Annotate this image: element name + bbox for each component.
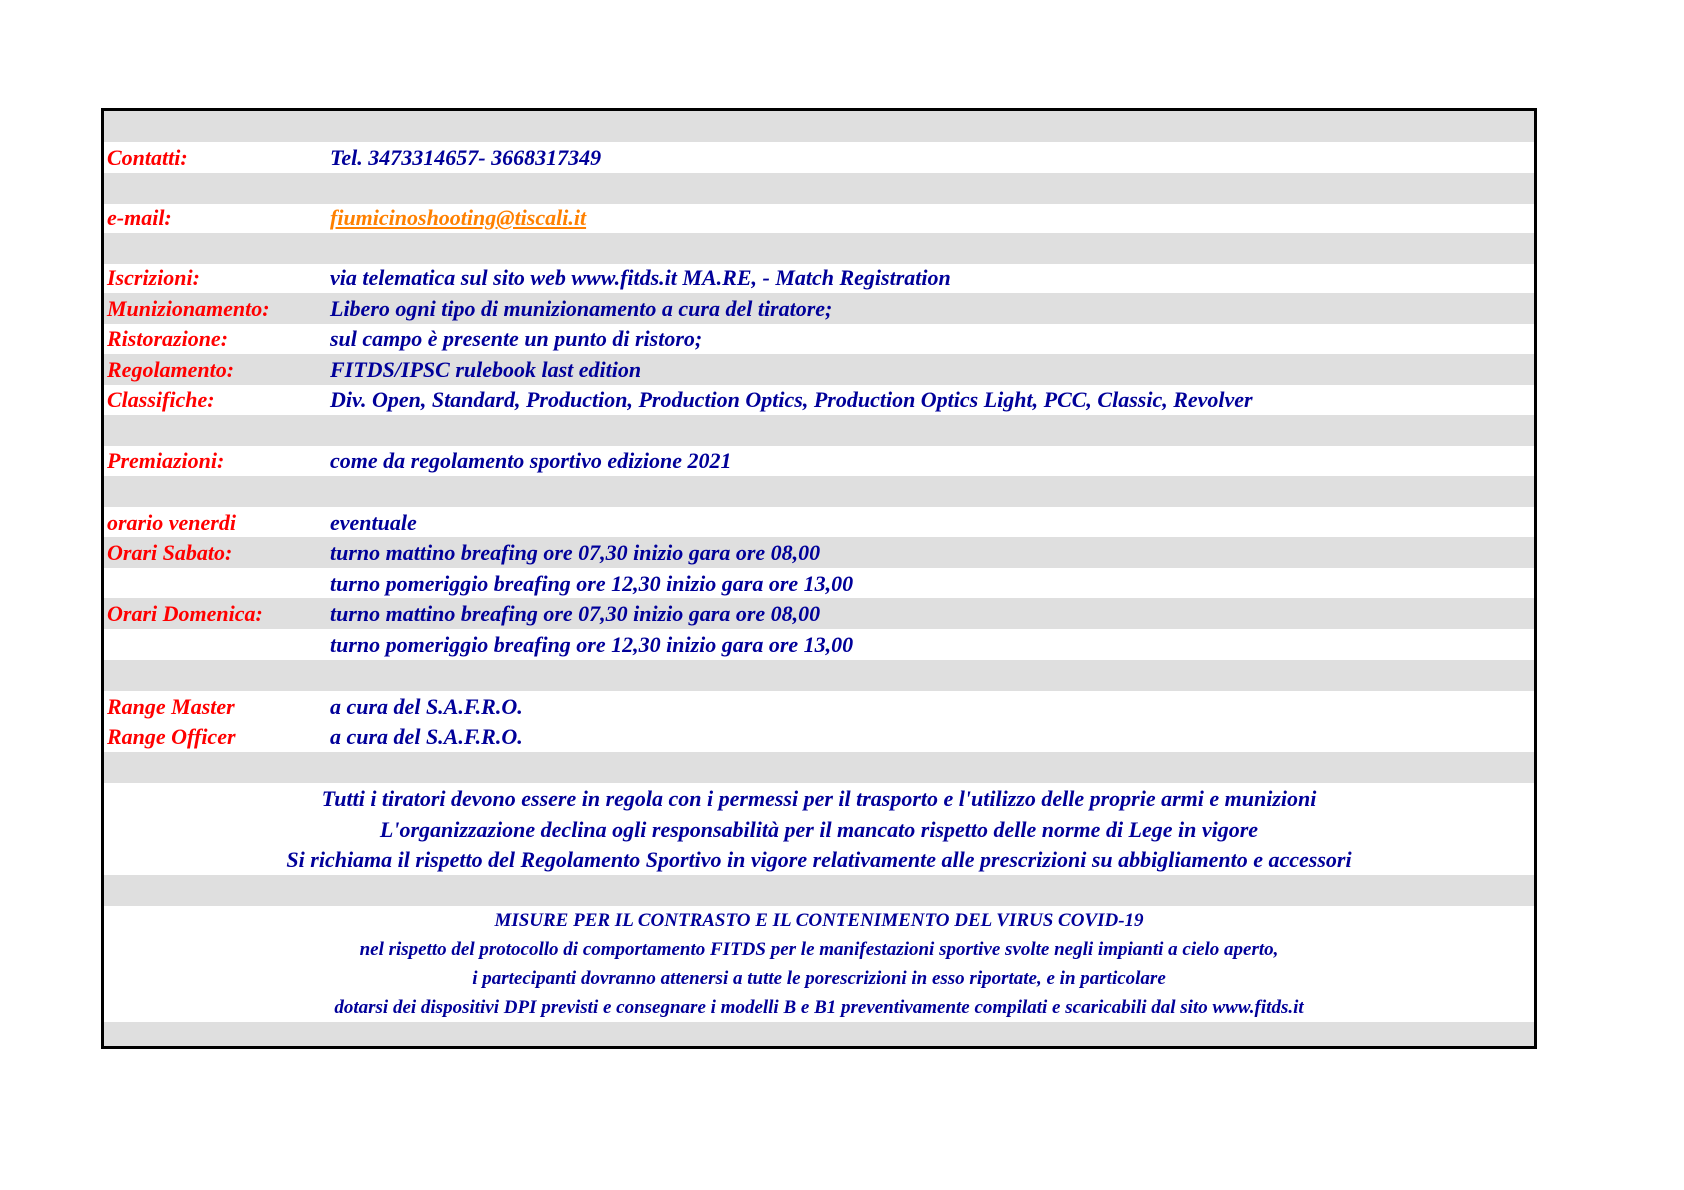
label-classifiche: Classifiche: <box>107 387 215 412</box>
value-iscrizioni: via telematica sul sito web www.fitds.it MA.RE, - Match Registration <box>330 265 951 290</box>
value-sabato-morning: turno mattino breafing ore 07,30 inizio gara ore 08,00 <box>330 540 821 565</box>
value-venerdi: eventuale <box>330 510 417 535</box>
note-line: Si richiama il rispetto del Regolamento Sportivo in vigore relativamente alle prescrizioni su abbigliamento e accessori <box>286 847 1352 872</box>
spacer-row <box>104 1022 1534 1046</box>
row-contatti <box>104 142 1534 173</box>
value-contatti: Tel. 3473314657- 3668317349 <box>330 145 602 170</box>
label-premiazioni: Premiazioni: <box>107 448 225 473</box>
label-regolamento: Regolamento: <box>107 357 235 382</box>
label-email: e-mail: <box>107 205 172 230</box>
value-sabato-afternoon: turno pomeriggio breafing ore 12,30 inizio gara ore 13,00 <box>330 571 854 596</box>
row-iscrizioni <box>104 262 1534 293</box>
row-venerdi <box>104 507 1534 538</box>
spacer-row <box>104 415 1534 446</box>
value-ristorazione: sul campo è presente un punto di ristoro; <box>330 326 703 351</box>
covid-title: MISURE PER IL CONTRASTO E IL CONTENIMENTO DEL VIRUS COVID-19 <box>494 910 1144 931</box>
row-sabato <box>104 537 1534 568</box>
row-ristorazione <box>104 323 1534 354</box>
covid-line: dotarsi dei dispositivi DPI previsti e consegnare i modelli B e B1 preventivamente compilati e scaricabili dal sito www.fitds.it <box>334 997 1304 1018</box>
row-range-officer <box>104 721 1534 752</box>
spacer-row <box>104 111 1534 142</box>
info-sheet <box>101 108 1537 1049</box>
value-munizionamento: Libero ogni tipo di munizionamento a cura del tiratore; <box>330 296 833 321</box>
value-premiazioni: come da regolamento sportivo edizione 2021 <box>330 448 732 473</box>
label-range-officer: Range Officer <box>107 724 236 749</box>
spacer-row <box>104 233 1534 264</box>
row-regolamento <box>104 354 1534 385</box>
note-line: Tutti i tiratori devono essere in regola con i permessi per il trasporto e l'utilizzo delle proprie armi e munizioni <box>321 786 1317 811</box>
row-classifiche <box>104 384 1534 415</box>
row-domenica-afternoon <box>104 629 1534 660</box>
value-classifiche: Div. Open, Standard, Production, Production Optics, Production Optics Light, PCC, Classic, Revolver <box>330 387 1253 412</box>
value-domenica-afternoon: turno pomeriggio breafing ore 12,30 inizio gara ore 13,00 <box>330 632 854 657</box>
label-domenica: Orari Domenica: <box>107 601 263 626</box>
covid-line: i partecipanti dovranno attenersi a tutte le porescrizioni in esso riportate, e in particolare <box>472 968 1166 989</box>
value-range-master: a cura del S.A.F.R.O. <box>330 694 523 719</box>
row-munizionamento <box>104 293 1534 324</box>
spacer-row <box>104 752 1534 783</box>
row-sabato-afternoon <box>104 568 1534 599</box>
spacer-row <box>104 476 1534 507</box>
value-regolamento: FITDS/IPSC rulebook last edition <box>330 357 642 382</box>
row-domenica <box>104 598 1534 629</box>
row-range-master <box>104 691 1534 722</box>
value-range-officer: a cura del S.A.F.R.O. <box>330 724 523 749</box>
label-munizionamento: Munizionamento: <box>107 296 270 321</box>
label-venerdi: orario venerdi <box>107 510 236 535</box>
label-range-master: Range Master <box>107 694 235 719</box>
note-line: L'organizzazione declina ogli responsabilità per il mancato rispetto delle norme di Lege in vigore <box>379 817 1259 842</box>
label-ristorazione: Ristorazione: <box>107 326 229 351</box>
spacer-row <box>104 875 1534 906</box>
value-domenica-morning: turno mattino breafing ore 07,30 inizio gara ore 08,00 <box>330 601 821 626</box>
covid-line: nel rispetto del protocollo di comportamento FITDS per le manifestazioni sportive svolte negli impianti a cielo aperto, <box>359 939 1279 960</box>
row-email <box>104 202 1534 233</box>
label-iscrizioni: Iscrizioni: <box>107 265 200 290</box>
label-sabato: Orari Sabato: <box>107 540 233 565</box>
spacer-row <box>104 173 1534 204</box>
row-premiazioni <box>104 445 1534 476</box>
email-link[interactable]: fiumicinoshooting@tiscali.it <box>330 205 587 230</box>
spacer-row <box>104 660 1534 691</box>
label-contatti: Contatti: <box>107 145 188 170</box>
